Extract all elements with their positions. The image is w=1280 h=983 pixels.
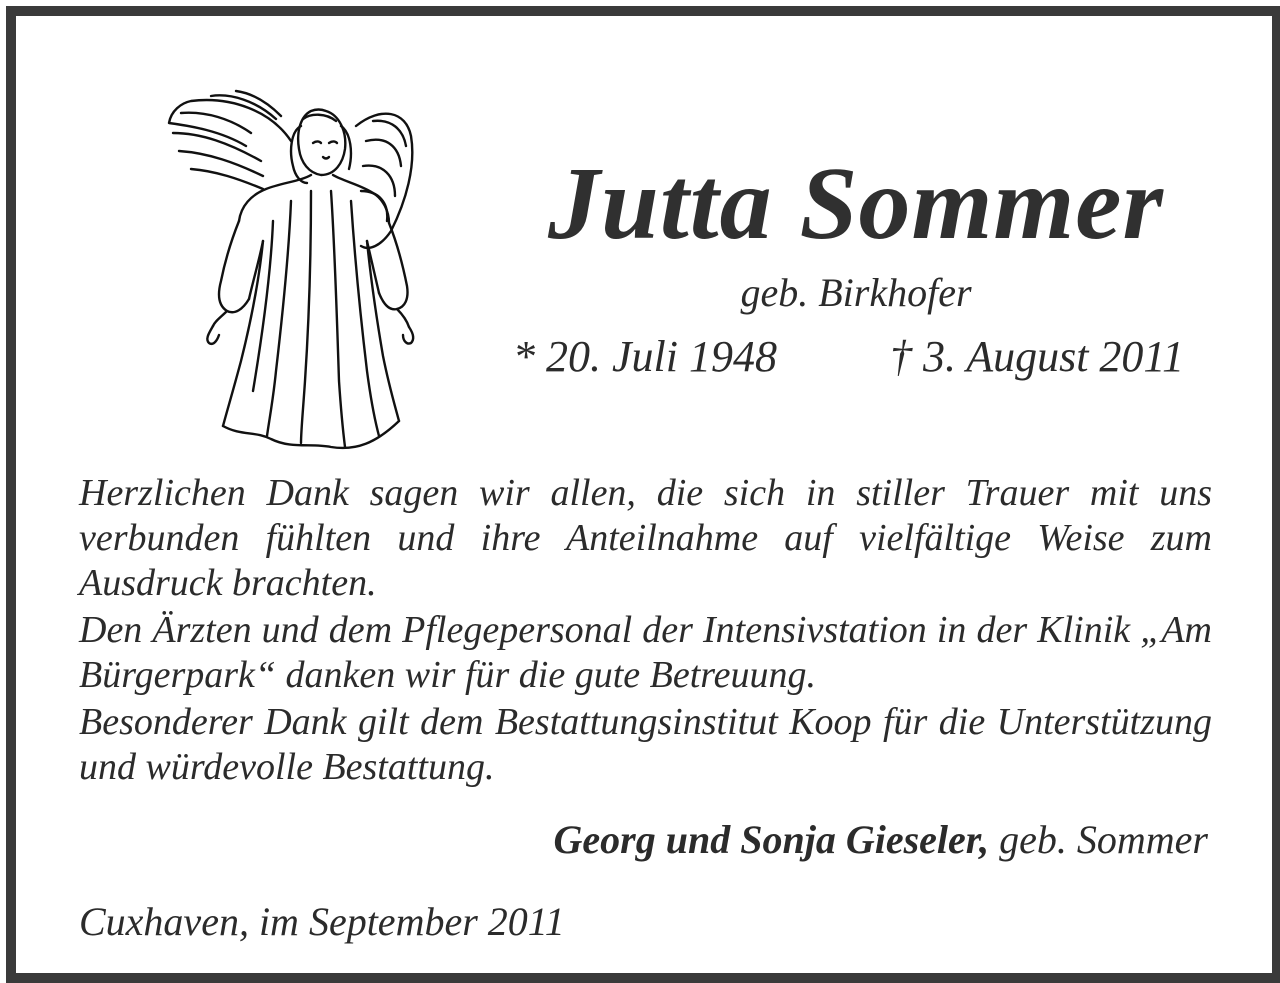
thanks-paragraph: Den Ärzten und dem Pflegepersonal der Intensivstation in der Klinik „Am Bürgerpark“ danken wir für die gute Betreuung.	[79, 609, 1212, 696]
angel-illustration	[151, 71, 436, 456]
birth-date: * 20. Juli 1948	[513, 332, 777, 381]
signature-suffix: geb. Sommer	[999, 817, 1208, 862]
signature-names: Georg und Sonja Gieseler,	[553, 817, 990, 862]
signature	[396, 814, 1208, 866]
maiden-name: geb. Birkhofer	[740, 270, 972, 315]
death-date: † 3. August 2011	[890, 332, 1185, 381]
thanks-paragraph: Besonderer Dank gilt dem Bestattungsinstitut Koop für die Unterstützung und würdevolle Bestattung.	[79, 701, 1212, 788]
deceased-name: Jutta Sommer	[548, 146, 1164, 261]
obituary-card	[6, 6, 1280, 983]
thanks-paragraph: Herzlichen Dank sagen wir allen, die sich in stiller Trauer mit uns verbunden fühlten und ihre Anteilnahme auf vielfältige Weise zum Ausdruck brachten.	[79, 472, 1212, 604]
thanks-text	[79, 471, 1212, 790]
place-date: Cuxhaven, im September 2011	[79, 899, 565, 944]
